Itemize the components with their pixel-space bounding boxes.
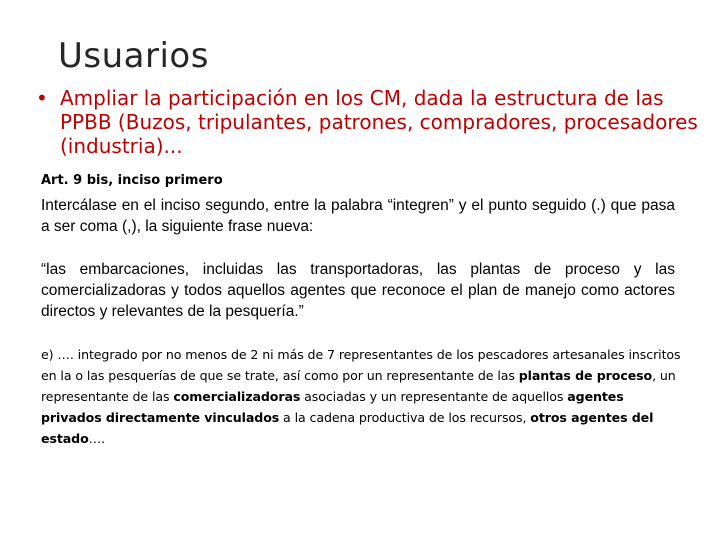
inciso-text-1: e) …. integrado por no menos de 2 ni más de 7 representantes de los pescadores artesanales inscritos en la o las pesquerías de que se trate, así como por un representante de las (41, 347, 681, 383)
slide-title: Usuarios (58, 36, 209, 76)
bullet-point (36, 86, 706, 158)
inciso-text-4: a la cadena productiva de los recursos, (279, 410, 531, 425)
paragraph-quote: “las embarcaciones, incluidas las transportadoras, las plantas de proceso y las comercializadoras y todos aquellos agentes que reconoce el plan de manejo como actores directos y relevantes de la pesquería.” (41, 261, 675, 320)
inciso-bold-estado: otros agentes del estado (41, 410, 654, 446)
inciso-bold-plantas: plantas de proceso (518, 368, 653, 383)
inciso-text-5: …. (88, 431, 106, 446)
inciso-bold-agentes: agentes privados directamente vinculados (41, 389, 624, 425)
bullet-marker: • (36, 86, 48, 110)
paragraph-inciso-e (41, 344, 681, 449)
inciso-text-2: , un representante de las (41, 368, 676, 404)
article-heading: Art. 9 bis, inciso primero (41, 173, 223, 188)
inciso-text-3: asociadas y un representante de aquellos (300, 389, 568, 404)
paragraph-instruction: Intercálase en el inciso segundo, entre la palabra “integren” y el punto seguido (.) que pasa a ser coma (,), la siguiente frase nueva: (41, 197, 675, 235)
inciso-bold-comercializadoras: comercializadoras (173, 389, 301, 404)
bullet-text: Ampliar la participación en los CM, dada la estructura de las PPBB (Buzos, tripulantes, patrones, compradores, procesadores (industria)... (60, 86, 698, 158)
